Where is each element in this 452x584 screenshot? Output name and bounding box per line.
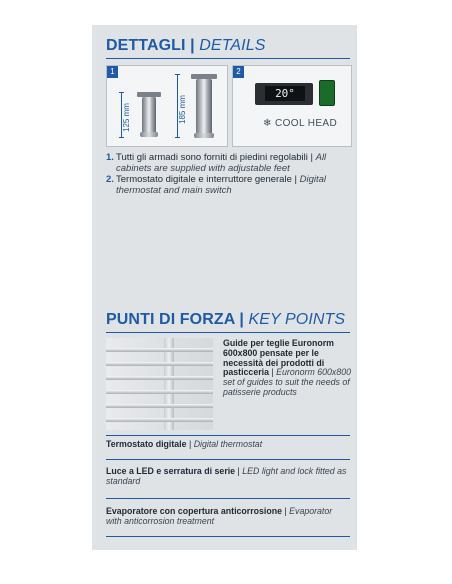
cool-head-logo [263, 118, 337, 129]
shelf-guides-image [106, 338, 213, 430]
shelf-guide [106, 390, 213, 394]
key-point-en: Digital thermostat [193, 439, 263, 449]
details-list [106, 153, 352, 197]
key-point-row: Evaporatore con copertura anticorrosione | Evaporator with anticorrosion treatment [106, 506, 333, 526]
key-point-it: Evaporatore con copertura anticorrosione [106, 506, 282, 516]
key-points-row-divider [106, 435, 350, 436]
thermostat-image [232, 65, 352, 147]
details-item-number: 1. [106, 152, 114, 163]
guides-description-en: Euronorm 600x800 set of guides to suit the needs of patisserie products [223, 367, 351, 397]
details-item-text-en: All cabinets are supplied with adjustable feet [116, 152, 327, 174]
key-point-it: Luce a LED e serratura di serie [106, 466, 236, 476]
key-points-heading-en: KEY POINTS [248, 311, 346, 328]
details-item-text-it: Tutti gli armadi sono forniti di piedini regolabili [116, 152, 308, 163]
thermostat-display: 20° [265, 86, 305, 101]
details-heading-en: DETAILS [199, 37, 266, 54]
key-point-it: Termostato digitale [106, 439, 187, 449]
tall-leg-dimension-label: 185 mm [178, 95, 187, 124]
cool-head-logo-glyph: ❄ [263, 118, 272, 129]
key-points-row-divider [106, 498, 350, 499]
key-point-row: Luce a LED e serratura di serie | LED light and lock fitted as standard [106, 466, 347, 486]
details-heading-it: DETTAGLI | [106, 37, 195, 54]
details-item-text-en: Digital thermostat and main switch [116, 174, 327, 196]
details-divider [106, 58, 350, 59]
main-switch-icon [319, 80, 335, 106]
product-details-panel [92, 25, 357, 550]
image-number-1: 1 [107, 66, 118, 78]
details-item-text-it: Termostato digitale e interruttore generale [116, 174, 292, 185]
cool-head-logo-text: COOL HEAD [274, 118, 338, 129]
shelf-guide [106, 404, 213, 408]
key-point-row: Termostato digitale | Digital thermostat [106, 439, 263, 449]
details-heading [106, 37, 265, 55]
key-point-en: Evaporator with anticorrosion treatment [106, 506, 333, 526]
details-list-item: 1. Tutti gli armadi sono forniti di piedini regolabili | All cabinets are supplied with adjustable feet [106, 152, 327, 174]
shelf-guide [106, 376, 213, 380]
key-points-heading [106, 311, 345, 329]
shelf-guide [106, 418, 213, 422]
key-point-en: LED light and lock fitted as standard [106, 466, 347, 486]
key-points-bottom-divider [106, 536, 350, 537]
key-points-row-divider [106, 459, 350, 460]
shelf-guide [106, 362, 213, 366]
details-list-item: 2. Termostato digitale e interruttore generale | Digital thermostat and main switch [106, 174, 327, 196]
guides-description-it: Guide per teglie Euronorm 600x800 pensate per le necessità dei prodotti di pasticceria [223, 338, 334, 378]
key-points-heading-it: PUNTI DI FORZA | [106, 311, 244, 328]
image-number-2: 2 [233, 66, 244, 78]
short-leg-dimension-label: 125 mm [122, 103, 131, 132]
guides-description: Guide per teglie Euronorm 600x800 pensate per le necessità dei prodotti di pasticceria | Euronorm 600x800 set of guides to suit the needs of patisserie products [223, 338, 351, 397]
thermostat-controller [255, 83, 313, 105]
key-points-divider [106, 332, 350, 333]
shelf-guide [106, 348, 213, 352]
adjustable-feet-image [106, 65, 228, 147]
details-item-number: 2. [106, 174, 114, 185]
